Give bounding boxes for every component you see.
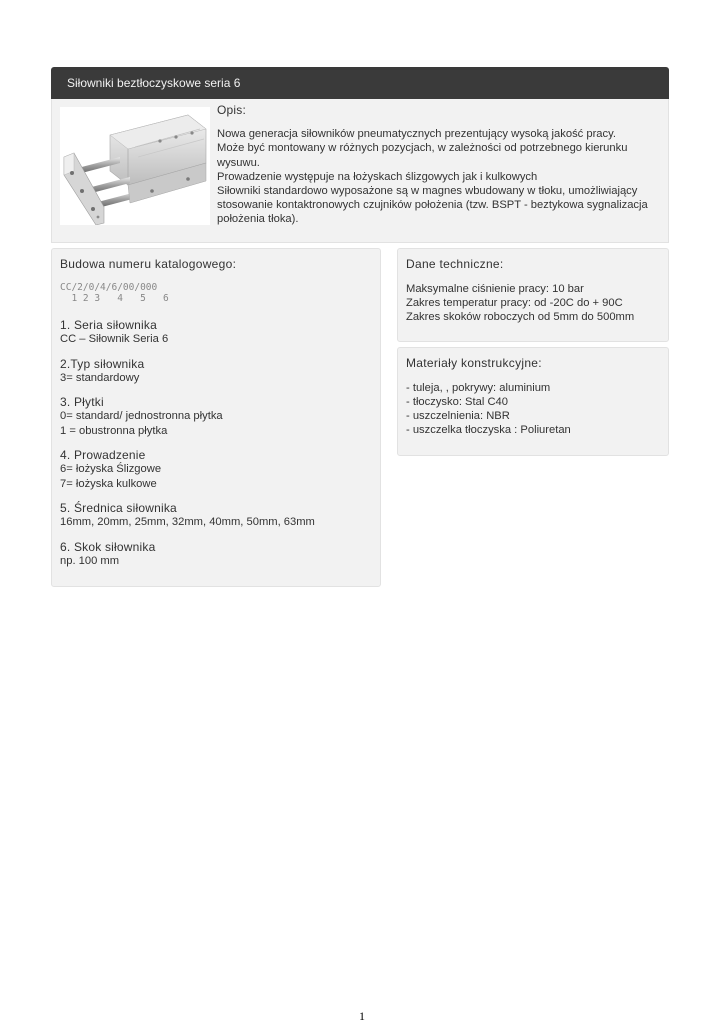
description-line: Prowadzenie występuje na łożyskach ślizgowych jak i kulkowych (217, 170, 538, 183)
pneumatic-cylinder-image (60, 107, 210, 225)
description-line: Siłowniki standardowo wyposażone są w magnes wbudowany w tłoku, umożliwiający (217, 185, 638, 198)
description (217, 103, 657, 227)
catalog-code-block (60, 282, 372, 304)
description-line: Może być montowany w różnych pozycjach, w zależności od potrzebnego kierunku (217, 142, 628, 155)
technical-line: Maksymalne ciśnienie pracy: 10 bar (406, 283, 584, 295)
description-panel (51, 99, 669, 243)
description-line: położenia tłoka). (217, 213, 299, 226)
catalog-section-plates (60, 395, 372, 438)
materials-line: - uszczelnienia: NBR (406, 410, 510, 422)
page-number: 1 (359, 1009, 365, 1023)
section-line: 6= łożyska Ślizgowe (60, 463, 162, 475)
technical-data-box (397, 248, 669, 342)
catalog-section-stroke (60, 540, 372, 569)
section-line: CC – Siłownik Seria 6 (60, 333, 169, 345)
catalog-section-series (60, 318, 372, 347)
catalog-code-index: 1 2 3 4 5 6 (60, 293, 169, 304)
section-title: 5. Średnica siłownika (60, 501, 177, 515)
section-line: 16mm, 20mm, 25mm, 32mm, 40mm, 50mm, 63mm (60, 516, 315, 528)
technical-line: Zakres skoków roboczych od 5mm do 500mm (406, 311, 635, 323)
section-title: 4. Prowadzenie (60, 448, 146, 462)
catalog-number-box (51, 248, 381, 587)
description-title: Opis: (217, 103, 247, 117)
section-line: 7= łożyska kulkowe (60, 477, 157, 490)
materials-line: - tuleja, , pokrywy: aluminium (406, 382, 551, 394)
section-title: 6. Skok siłownika (60, 539, 156, 554)
section-line: 1 = obustronna płytka (60, 424, 168, 437)
section-header (51, 67, 669, 99)
technical-line: Zakres temperatur pracy: od -20C do + 90C (406, 297, 623, 309)
section-line: np. 100 mm (60, 554, 120, 567)
catalog-code: CC/2/0/4/6/00/000 (60, 282, 158, 293)
section-title: 1. Seria siłownika (60, 318, 157, 332)
materials-line: - tłoczysko: Stal C40 (406, 396, 508, 408)
description-line: wysuwu. (217, 156, 260, 169)
section-line: 0= standard/ jednostronna płytka (60, 410, 223, 422)
description-line: Nowa generacja siłowników pneumatycznych prezentujący wysoką jakość pracy. (217, 128, 616, 141)
section-title: 2.Typ siłownika (60, 356, 145, 371)
materials-box (397, 347, 669, 456)
materials-title: Materiały konstrukcyjne: (406, 356, 542, 370)
section-title: 3. Płytki (60, 395, 104, 409)
catalog-section-guidance (60, 448, 372, 491)
section-header-title: Siłowniki beztłoczyskowe seria 6 (67, 76, 241, 90)
section-line: 3= standardowy (60, 371, 140, 384)
catalog-section-type (60, 357, 372, 386)
technical-title: Dane techniczne: (406, 257, 504, 271)
product-image (60, 107, 210, 225)
catalog-section-diameter (60, 501, 372, 530)
description-line: stosowanie kontaktronowych czujników położenia (tzw. BSPT - beztykowa sygnalizacja (217, 199, 648, 212)
catalog-title: Budowa numeru katalogowego: (60, 257, 237, 271)
materials-line: - uszczelka tłoczyska : Poliuretan (406, 424, 571, 436)
